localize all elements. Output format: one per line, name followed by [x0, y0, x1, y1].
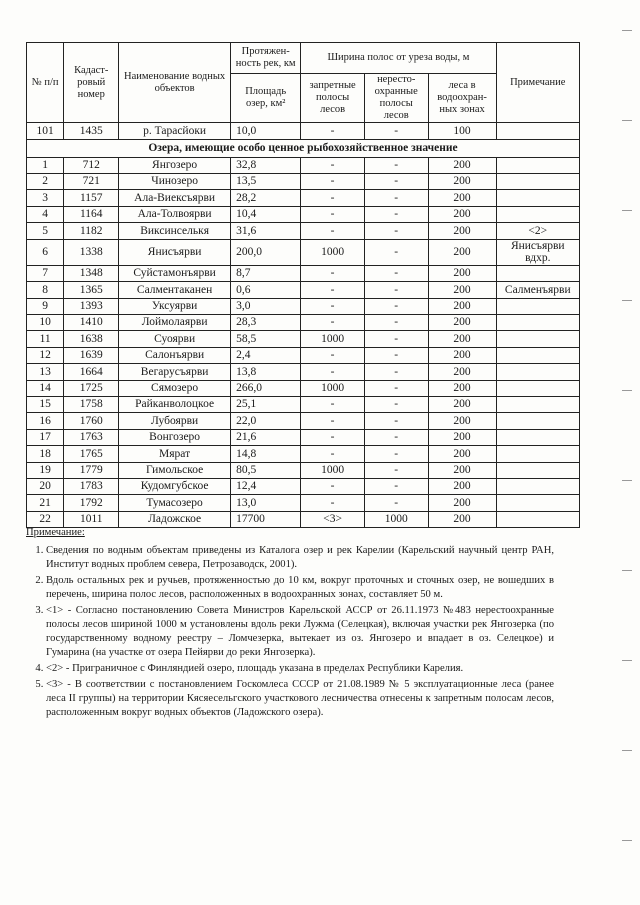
cell-spawning: - [364, 495, 428, 511]
cell-length: 31,6 [231, 223, 301, 239]
cell-name: Кудомгубское [119, 478, 231, 494]
cell-note: Салменъярви [496, 282, 579, 298]
cell-water-protection: 200 [428, 511, 496, 527]
cell-note [496, 347, 579, 363]
cell-name: Уксуярви [119, 298, 231, 314]
water-objects-table [26, 42, 580, 528]
cell-length: 28,3 [231, 315, 301, 331]
cell-prohibited: - [301, 364, 365, 380]
table-row [27, 206, 580, 222]
cell-note [496, 397, 579, 413]
note-item: 4. <2> - Приграничное с Финляндией озеро, площадь указана в пределах Республики Карелия. [46, 662, 554, 676]
cell-name: Янисъярви [119, 239, 231, 265]
cell-num: 8 [27, 282, 64, 298]
cell-water-protection: 200 [428, 397, 496, 413]
cell-cadastral: 1393 [64, 298, 119, 314]
cell-name: Мярат [119, 446, 231, 462]
cell-num: 22 [27, 511, 64, 527]
cell-num: 10 [27, 315, 64, 331]
cell-cadastral: 1157 [64, 190, 119, 206]
cell-spawning: 1000 [364, 511, 428, 527]
cell-prohibited: - [301, 429, 365, 445]
cell-length: 32,8 [231, 157, 301, 173]
cell-note [496, 157, 579, 173]
cell-num: 1 [27, 157, 64, 173]
cell-num: 5 [27, 223, 64, 239]
cell-water-protection: 200 [428, 298, 496, 314]
cell-spawning: - [364, 478, 428, 494]
cell-water-protection: 200 [428, 190, 496, 206]
cell-water-protection: 200 [428, 157, 496, 173]
cell-prohibited: - [301, 157, 365, 173]
cell-num: 4 [27, 206, 64, 222]
cell-name: Вегарусъярви [119, 364, 231, 380]
table-row [27, 347, 580, 363]
cell-note [496, 298, 579, 314]
table-row [27, 413, 580, 429]
table-row [27, 478, 580, 494]
cell-note [496, 265, 579, 281]
cell-length: 13,0 [231, 495, 301, 511]
cell-cadastral: 1639 [64, 347, 119, 363]
cell-num: 20 [27, 478, 64, 494]
cell-cadastral: 1763 [64, 429, 119, 445]
cell-prohibited: 1000 [301, 380, 365, 396]
cell-length: 266,0 [231, 380, 301, 396]
cell-note [496, 364, 579, 380]
cell-prohibited: - [301, 446, 365, 462]
cell-name: Сямозеро [119, 380, 231, 396]
cell-note [496, 495, 579, 511]
cell-cadastral: 1348 [64, 265, 119, 281]
cell-water-protection: 200 [428, 495, 496, 511]
cell-length: 14,8 [231, 446, 301, 462]
section-title: Озера, имеющие особо ценное рыбохозяйственное значение [27, 139, 580, 157]
cell-prohibited: - [301, 265, 365, 281]
cell-num: 101 [27, 123, 64, 139]
cell-length: 21,6 [231, 429, 301, 445]
note-item: 5. <3> - В соответствии с постановлением Госкомлеса СССР от 21.08.1989 № 5 эксплуатационные леса (ранее леса II группы) на территории Кясяесельгского участкового лесничества отнесены к запретным полосам лесов, расположенным вокруг водных объектов (Ладожского озера). [46, 678, 554, 720]
cell-name: Суйстамонъярви [119, 265, 231, 281]
cell-water-protection: 200 [428, 446, 496, 462]
cell-note [496, 446, 579, 462]
table-row [27, 223, 580, 239]
table-row [27, 446, 580, 462]
cell-water-protection: 200 [428, 347, 496, 363]
cell-spawning: - [364, 239, 428, 265]
cell-prohibited: <3> [301, 511, 365, 527]
cell-cadastral: 1783 [64, 478, 119, 494]
cell-length: 58,5 [231, 331, 301, 347]
section-row [27, 139, 580, 157]
cell-water-protection: 200 [428, 380, 496, 396]
cell-water-protection: 200 [428, 462, 496, 478]
cell-length: 25,1 [231, 397, 301, 413]
cell-name: Вонгозеро [119, 429, 231, 445]
cell-spawning: - [364, 462, 428, 478]
note-item: 1. Сведения по водным объектам приведены из Каталога озер и рек Карелии (Карельский научный центр РАН, Институт водных проблем севера, Петрозаводск, 2001). [46, 544, 554, 572]
note-item: 3. <1> - Согласно постановлению Совета Министров Карельской АССР от 26.11.1973 №483 нерестоохранные полосы лесов шириной 1000 м установлены вдоль реки Лужма (Селецкая), включая участки рек Янгозерка (по государственному водному реестру – Ломчезерка, вытекает из оз. Янгозеро и впадает в оз. Селецкое) и Гумарина (на участке от озера Пейярви до реки Янгозерка). [46, 604, 554, 660]
cell-num: 18 [27, 446, 64, 462]
cell-cadastral: 1779 [64, 462, 119, 478]
cell-note [496, 206, 579, 222]
cell-length: 80,5 [231, 462, 301, 478]
header-cadastral: Кадаст-ровый номер [64, 43, 119, 123]
table-row [27, 364, 580, 380]
cell-length: 17700 [231, 511, 301, 527]
cell-name: Виксинселькя [119, 223, 231, 239]
cell-spawning: - [364, 380, 428, 396]
cell-spawning: - [364, 265, 428, 281]
cell-prohibited: 1000 [301, 462, 365, 478]
cell-spawning: - [364, 397, 428, 413]
cell-length: 0,6 [231, 282, 301, 298]
cell-water-protection: 200 [428, 331, 496, 347]
cell-name: Ладожское [119, 511, 231, 527]
cell-cadastral: 1338 [64, 239, 119, 265]
cell-spawning: - [364, 223, 428, 239]
cell-water-protection: 200 [428, 174, 496, 190]
cell-water-protection: 200 [428, 282, 496, 298]
cell-cadastral: 712 [64, 157, 119, 173]
table-row [27, 265, 580, 281]
cell-name: Ала-Толвоярви [119, 206, 231, 222]
cell-note [496, 331, 579, 347]
cell-length: 28,2 [231, 190, 301, 206]
cell-name: Салментаканен [119, 282, 231, 298]
cell-note: <2> [496, 223, 579, 239]
cell-note [496, 190, 579, 206]
cell-num: 16 [27, 413, 64, 429]
cell-note [496, 174, 579, 190]
cell-prohibited: 1000 [301, 239, 365, 265]
cell-num: 13 [27, 364, 64, 380]
cell-num: 7 [27, 265, 64, 281]
cell-cadastral: 1435 [64, 123, 119, 139]
cell-cadastral: 1410 [64, 315, 119, 331]
cell-spawning: - [364, 282, 428, 298]
cell-name: Лоймолаярви [119, 315, 231, 331]
cell-prohibited: - [301, 478, 365, 494]
notes-list [26, 544, 554, 720]
cell-prohibited: - [301, 413, 365, 429]
cell-num: 6 [27, 239, 64, 265]
cell-note: Янисъярви вдхр. [496, 239, 579, 265]
table-row [27, 397, 580, 413]
cell-prohibited: - [301, 315, 365, 331]
cell-spawning: - [364, 157, 428, 173]
cell-spawning: - [364, 206, 428, 222]
header-spawning: нересто-охранные полосы лесов [364, 74, 428, 123]
cell-spawning: - [364, 315, 428, 331]
cell-note [496, 478, 579, 494]
cell-prohibited: - [301, 223, 365, 239]
cell-cadastral: 1011 [64, 511, 119, 527]
cell-name: Суоярви [119, 331, 231, 347]
table-row-river [27, 123, 580, 139]
cell-cadastral: 1760 [64, 413, 119, 429]
cell-spawning: - [364, 364, 428, 380]
cell-spawning: - [364, 174, 428, 190]
cell-note [496, 462, 579, 478]
cell-name: Чинозеро [119, 174, 231, 190]
cell-name: Лубоярви [119, 413, 231, 429]
cell-note [496, 413, 579, 429]
cell-cadastral: 1664 [64, 364, 119, 380]
cell-cadastral: 1725 [64, 380, 119, 396]
table-row [27, 298, 580, 314]
header-name: Наименование водных объектов [119, 43, 231, 123]
cell-spawning: - [364, 123, 428, 139]
cell-name: Янгозеро [119, 157, 231, 173]
header-area: Площадь озер, км² [231, 74, 301, 123]
cell-note [496, 123, 579, 139]
table-row [27, 157, 580, 173]
table-row [27, 174, 580, 190]
cell-water-protection: 200 [428, 206, 496, 222]
cell-num: 12 [27, 347, 64, 363]
cell-prohibited: - [301, 174, 365, 190]
cell-cadastral: 1182 [64, 223, 119, 239]
cell-cadastral: 721 [64, 174, 119, 190]
cell-water-protection: 200 [428, 315, 496, 331]
cell-water-protection: 200 [428, 429, 496, 445]
cell-note [496, 315, 579, 331]
table-row [27, 462, 580, 478]
cell-prohibited: - [301, 298, 365, 314]
cell-prohibited: - [301, 123, 365, 139]
cell-water-protection: 200 [428, 239, 496, 265]
cell-cadastral: 1765 [64, 446, 119, 462]
table-row [27, 239, 580, 265]
table-row [27, 190, 580, 206]
cell-length: 12,4 [231, 478, 301, 494]
table-row [27, 331, 580, 347]
cell-spawning: - [364, 331, 428, 347]
scan-margin-marks [610, 0, 640, 905]
cell-prohibited: - [301, 495, 365, 511]
cell-cadastral: 1365 [64, 282, 119, 298]
cell-prohibited: 1000 [301, 331, 365, 347]
cell-num: 19 [27, 462, 64, 478]
cell-water-protection: 200 [428, 364, 496, 380]
cell-prohibited: - [301, 282, 365, 298]
notes-block [26, 526, 554, 722]
cell-cadastral: 1758 [64, 397, 119, 413]
cell-note [496, 429, 579, 445]
header-prohibited: запретные полосы лесов [301, 74, 365, 123]
cell-name: Салонъярви [119, 347, 231, 363]
cell-length: 3,0 [231, 298, 301, 314]
cell-name: Ала-Виексъярви [119, 190, 231, 206]
cell-spawning: - [364, 190, 428, 206]
table-row [27, 380, 580, 396]
header-water-protection: леса в водоохран-ных зонах [428, 74, 496, 123]
note-item: 2. Вдоль остальных рек и ручьев, протяженностью до 10 км, вокруг проточных и сточных озер, не вошедших в перечень, ширина полос лесов, расположенных в водоохранных зонах, составляет 50 м. [46, 574, 554, 602]
cell-num: 9 [27, 298, 64, 314]
notes-title: Примечание: [26, 527, 85, 538]
cell-length: 13,8 [231, 364, 301, 380]
cell-spawning: - [364, 347, 428, 363]
cell-num: 15 [27, 397, 64, 413]
cell-num: 14 [27, 380, 64, 396]
cell-spawning: - [364, 413, 428, 429]
header-width-group: Ширина полос от уреза воды, м [301, 43, 496, 74]
table-row [27, 495, 580, 511]
header-note: Примечание [496, 43, 579, 123]
cell-num: 21 [27, 495, 64, 511]
cell-prohibited: - [301, 397, 365, 413]
cell-prohibited: - [301, 347, 365, 363]
cell-prohibited: - [301, 190, 365, 206]
cell-length: 10,4 [231, 206, 301, 222]
cell-num: 11 [27, 331, 64, 347]
header-num: № п/п [27, 43, 64, 123]
cell-num: 3 [27, 190, 64, 206]
cell-water-protection: 200 [428, 478, 496, 494]
cell-spawning: - [364, 429, 428, 445]
cell-name: Тумасозеро [119, 495, 231, 511]
cell-length: 13,5 [231, 174, 301, 190]
cell-cadastral: 1638 [64, 331, 119, 347]
cell-cadastral: 1164 [64, 206, 119, 222]
cell-num: 2 [27, 174, 64, 190]
cell-length: 10,0 [231, 123, 301, 139]
cell-num: 17 [27, 429, 64, 445]
cell-water-protection: 200 [428, 413, 496, 429]
table-row [27, 429, 580, 445]
cell-length: 22,0 [231, 413, 301, 429]
cell-water-protection: 200 [428, 265, 496, 281]
table-row [27, 315, 580, 331]
cell-length: 200,0 [231, 239, 301, 265]
header-length: Протяжен-ность рек, км [231, 43, 301, 74]
cell-water-protection: 200 [428, 223, 496, 239]
cell-cadastral: 1792 [64, 495, 119, 511]
table-row [27, 282, 580, 298]
cell-prohibited: - [301, 206, 365, 222]
cell-name: р. Тарасйоки [119, 123, 231, 139]
cell-spawning: - [364, 446, 428, 462]
cell-length: 2,4 [231, 347, 301, 363]
cell-spawning: - [364, 298, 428, 314]
cell-length: 8,7 [231, 265, 301, 281]
cell-name: Гимольское [119, 462, 231, 478]
cell-note [496, 380, 579, 396]
cell-name: Райканволоцкое [119, 397, 231, 413]
cell-water-protection: 100 [428, 123, 496, 139]
